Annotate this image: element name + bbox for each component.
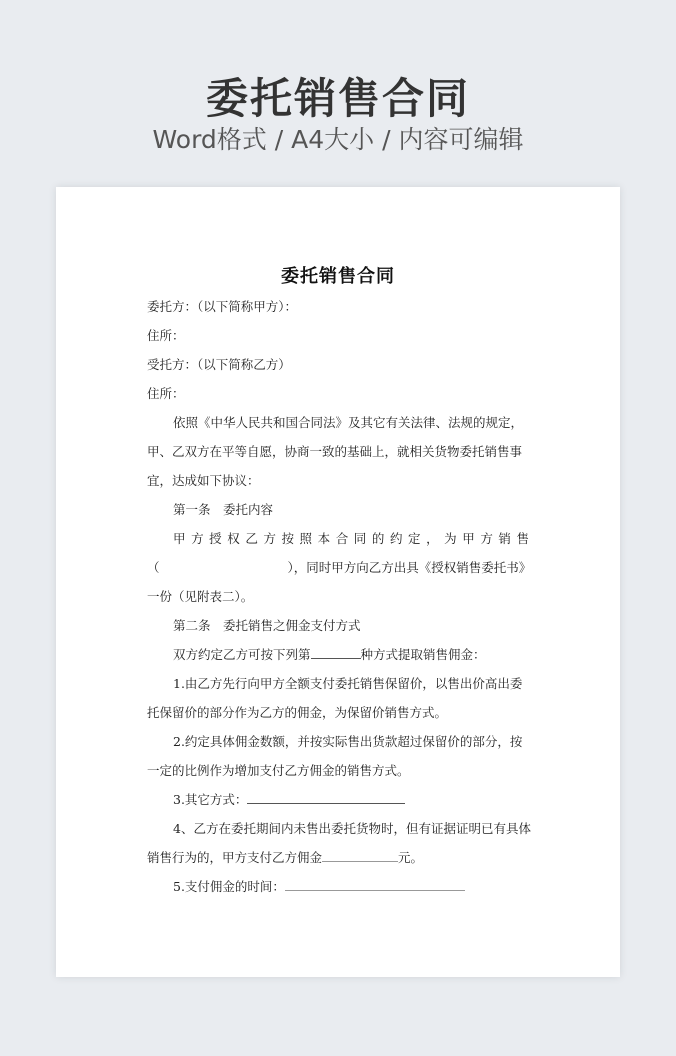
- agent-line: 受托方：（以下简称乙方）: [147, 357, 291, 372]
- document-page: [56, 187, 620, 977]
- preamble-line-3: 宜，达成如下协议：: [147, 473, 260, 488]
- item-2-line-1: 2.约定具体佣金数额，并按实际售出货款超过保留价的部分，按: [173, 734, 523, 749]
- principal-address-line: 住所：: [147, 328, 185, 343]
- agent-address-line: 住所：: [147, 386, 185, 401]
- article-2-intro: [147, 640, 529, 669]
- payment-time-blank[interactable]: [285, 876, 465, 891]
- banner-title: 委托销售合同: [205, 74, 470, 123]
- method-number-blank[interactable]: [311, 644, 361, 659]
- item-4-line-1: 4、乙方在委托期间内未售出委托货物时，但有证据证明已有具体: [173, 821, 531, 836]
- document-body: [147, 262, 532, 901]
- principal-line: 委托方：（以下简称甲方）：: [147, 299, 298, 314]
- document-title: 委托销售合同: [281, 266, 395, 287]
- article-2-intro-text-end: 种方式提取销售佣金：: [360, 647, 486, 662]
- item-3-text: 3.其它方式：: [173, 792, 248, 807]
- item-5-line: [147, 872, 529, 901]
- item-4-line-2: [147, 843, 529, 872]
- other-method-blank[interactable]: [247, 789, 405, 804]
- item-5-text: 5.支付佣金的时间：: [173, 879, 285, 894]
- article-2-heading: 第二条 委托销售之佣金支付方式: [173, 618, 361, 633]
- banner-subtitle: Word格式 / A4大小 / 内容可编辑: [152, 125, 524, 154]
- article-1-line-2-text: ），同时甲方向乙方出具《授权销售委托书》: [287, 560, 532, 575]
- item-2-line-2: 一定的比例作为增加支付乙方佣金的销售方式。: [147, 763, 410, 778]
- article-2-intro-text: 双方约定乙方可按下列第: [173, 647, 311, 662]
- article-1-heading: 第一条 委托内容: [173, 502, 274, 517]
- preamble-line-1: 依照《中华人民共和国合同法》及其它有关法律、法规的规定，: [173, 415, 524, 430]
- preamble-line-2: 甲、乙双方在平等自愿，协商一致的基础上，就相关货物委托销售事: [147, 444, 523, 459]
- article-1-line-1: 甲方授权乙方按照本合同的约定，为甲方销售: [173, 531, 529, 546]
- open-paren: （: [147, 560, 160, 575]
- item-3-line: [147, 785, 529, 814]
- article-1-line-3: 一份（见附表二）。: [147, 589, 254, 604]
- commission-amount-blank[interactable]: [322, 847, 398, 862]
- item-4-unit: 元。: [398, 850, 424, 865]
- item-4-text: 销售行为的，甲方支付乙方佣金: [147, 850, 323, 865]
- item-1-line-1: 1.由乙方先行向甲方全额支付委托销售保留价，以售出价高出委: [173, 676, 523, 691]
- article-1-line-2: [147, 553, 532, 582]
- item-1-line-2: 托保留价的部分作为乙方的佣金，为保留价销售方式。: [147, 705, 448, 720]
